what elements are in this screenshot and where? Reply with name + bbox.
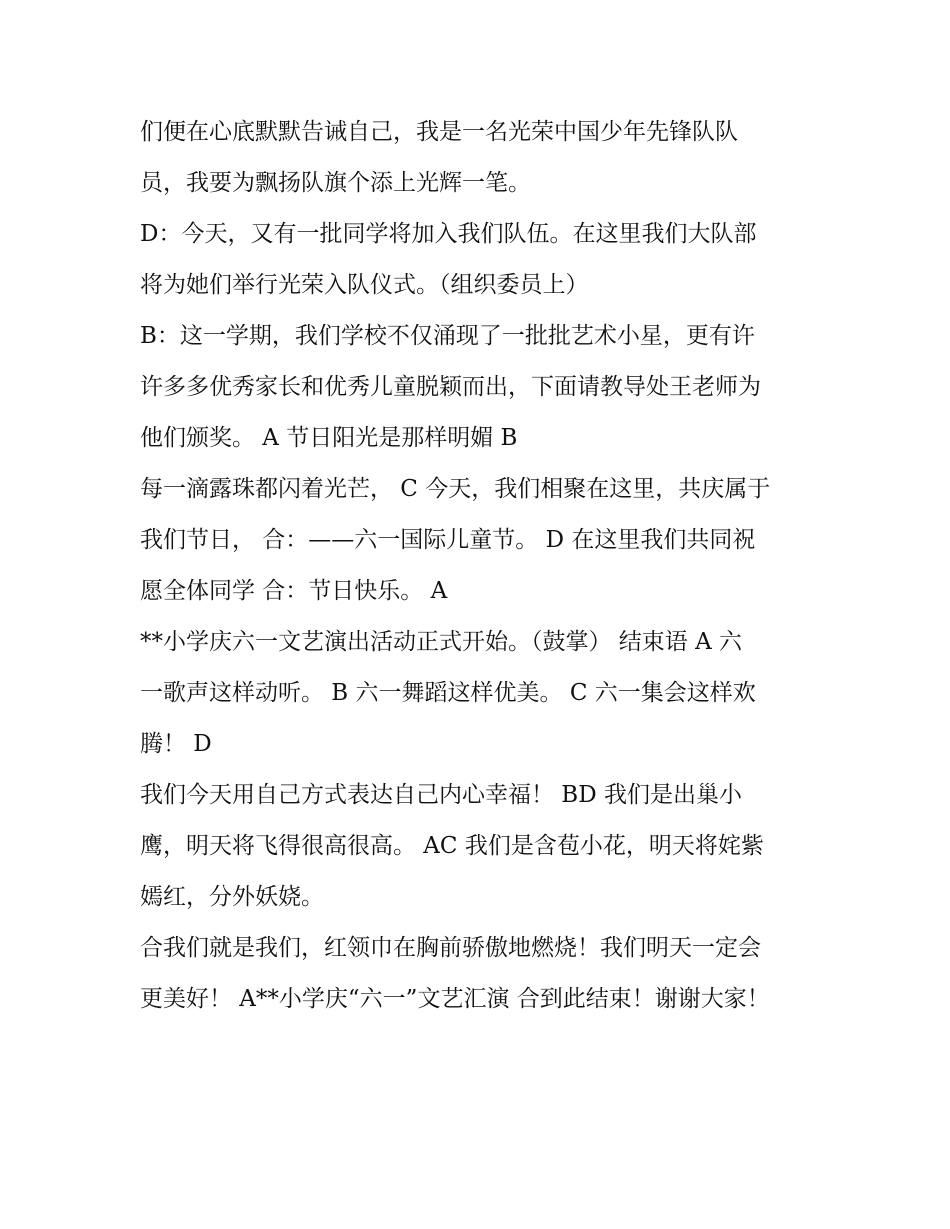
text-line: 鹰，明天将飞得很高很高。 AC 我们是含苞小花，明天将姹紫 xyxy=(140,833,764,859)
text-line: 更美好！ A**小学庆“六一”文艺汇演 合到此结束！谢谢大家！ xyxy=(140,986,770,1012)
text-line: 员，我要为飘扬队旗个添上光辉一笔。 xyxy=(140,170,531,196)
text-line: 我们今天用自己方式表达自己内心幸福！ BD 我们是出巢小 xyxy=(140,782,742,808)
text-line: **小学庆六一文艺演出活动正式开始。（鼓掌） 结束语 A 六 xyxy=(140,629,743,655)
text-line: 每一滴露珠都闪着光芒， C 今天，我们相聚在这里，共庆属于 xyxy=(140,476,771,502)
text-line: 我们节日， 合：——六一国际儿童节。 D 在这里我们共同祝 xyxy=(140,527,756,553)
text-line: 许多多优秀家长和优秀儿童脱颖而出，下面请教导处王老师为 xyxy=(140,374,761,400)
text-line: 嫣红，分外妖娆。 xyxy=(140,884,324,910)
text-line: 一歌声这样动听。 B 六一舞蹈这样优美。 C 六一集会这样欢 xyxy=(140,680,756,706)
text-line: 将为她们举行光荣入队仪式。（组织委员上） xyxy=(140,272,589,298)
text-line: 腾！ D xyxy=(140,731,212,757)
text-line: B：这一学期，我们学校不仅涌现了一批批艺术小星，更有许 xyxy=(140,323,755,349)
text-line: 愿全体同学 合：节日快乐。 A xyxy=(140,578,448,604)
text-line: 他们颁奖。 A 节日阳光是那样明媚 B xyxy=(140,425,518,451)
text-line: 合我们就是我们，红领巾在胸前骄傲地燃烧！我们明天一定会 xyxy=(140,935,761,961)
text-line: 们便在心底默默告诫自己，我是一名光荣中国少年先锋队队 xyxy=(140,119,738,145)
text-line: D：今天，又有一批同学将加入我们队伍。在这里我们大队部 xyxy=(140,221,757,247)
body-text xyxy=(140,107,830,1025)
